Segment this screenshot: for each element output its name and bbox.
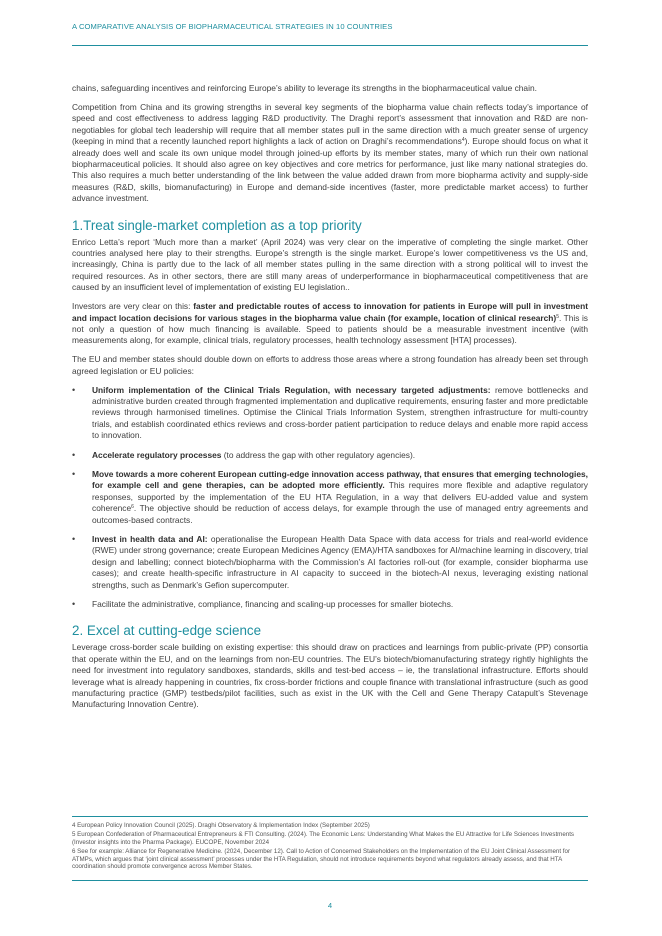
footnote-ref-5[interactable]: 5 (556, 313, 559, 320)
bullet-icon: • (72, 534, 76, 544)
section-heading-cutting-edge-science: 2. Excel at cutting-edge science (72, 623, 262, 639)
running-header-title: A COMPARATIVE ANALYSIS OF BIOPHARMACEUTICAL STRATEGIES IN 10 COUNTRIES (72, 22, 393, 31)
paragraph-text: Competition from China and its growing strengths in several key segments of the biopharma value chain reflects today’s importance of speed and cost effectiveness to address lagging R&D productivity. The Draghi report’s assessment that innovation and R&D are non-negotiables for global tech leadership will require that all member states pull in the same direction with a much greater sense of urgency (keeping in mind that a recently launched report highlights a lack of action on Draghi’s recommendations (72, 101, 588, 147)
footnote-4: 4 European Policy Innovation Council (2025). Draghi Observatory & Implementation Index (September 2025) (72, 822, 370, 829)
footnote-divider (72, 816, 588, 817)
paragraph-text: ). Europe should focus on what it already does well and scale its own unique model through joined-up efforts by its member states, many of which run their own national biopharmaceutical policies. It should also agree on key objectives and core metrics for performance, just like many national strategies do. This also requires a much better understanding of the link between the value added drawn from more biopharma activity and supply-side measures (R&D, skills, biomanufacturing) in Europe and demand-side incentives (faster, more predictable market access) to further advance investment. (72, 136, 588, 204)
paragraph-letta-report: Enrico Letta’s report ‘Much more than a market’ (April 2024) was very clear on the imperative of completing the single market. Other countries analysed here play to their strengths. Europe’s strength is the single market. Europe’s lower competitiveness vs the US and, increasingly, China is partly due to the lack of all member states pulling in the same direction with a strong political will to invest the required resources. As in other sectors, there are still many areas of underperformance in biopharmaceutical competitiveness that are caused by an insufficient level of implementation of existing EU legislation.. (72, 236, 588, 293)
paragraph-bold-text: faster and predictable routes of access to innovation for patients in Europe will pull in investment and impact location decisions for various stages in the biopharma value chain (for example, location of clinical research) (72, 301, 588, 323)
bullet-icon: • (72, 449, 76, 460)
bullet-item-innovation-access (72, 469, 588, 526)
bullet-text: remove bottlenecks and administrative burden created through fragmented implementation and duplicative requirements, ensuring faster and more predictable reviews through harmonised timelines. Optimise the Clinical Trials Information System, strengthen infrastructure for multi-country trials, and establish coordinated ethics reviews and cross-border patient participation to reduce delays and enable more rapid access to innovation. (92, 384, 588, 441)
paragraph-competition-china (72, 102, 588, 205)
page-number: 4 (327, 901, 333, 910)
section-heading-single-market: 1.Treat single-market completion as a top priority (72, 217, 362, 233)
paragraph-cross-border-scale: Leverage cross-border scale building on existing expertise: this should draw on practices and learnings from public-private (PP) consortia that operate within the EU, and on the learnings from non-EU countries. The EU’s biotech/biomanufacturing strategy rightly highlights the need for investment into regulatory sandboxes, standards, skills and test-bed access – ie, the translational infrastructure. Efforts should leverage what is already happening in countries, fix cross-border frictions and couple finance with translational infrastructure (such as good manufacturing practice (GMP) testbeds/pilot facilities, such as exist in the UK with the Cell and Gene Therapy Catapult’s Stevenage Manufacturing Innovation Centre). (72, 642, 588, 710)
paragraph-text: Investors are very clear on this: (72, 301, 194, 312)
paragraph-investors (72, 301, 588, 347)
bullet-item-health-data-ai (72, 534, 588, 591)
main-content (72, 83, 588, 718)
bullet-item-smaller-biotechs (72, 599, 588, 610)
footnote-5: 5 European Confederation of Pharmaceutical Entrepreneurs & FTI Consulting. (2024). The Economic Lens: Understanding What Makes the EU Attractive for Life Sciences Investments (Investor insights into the Pharma Package). EUCOPE, November 2024 (72, 831, 575, 846)
bullet-text: Facilitate the administrative, compliance, financing and scaling-up processes for smaller biotechs. (92, 599, 454, 610)
bullet-bold-text: Uniform implementation of the Clinical Trials Regulation, with necessary targeted adjustments: (92, 384, 491, 395)
header-divider (72, 45, 588, 46)
footer-divider (72, 880, 588, 881)
bullet-item-clinical-trials (72, 385, 588, 442)
priority-bullet-list (72, 385, 588, 611)
bullet-bold-text: Invest in health data and AI: (92, 534, 208, 544)
bullet-icon: • (72, 384, 76, 395)
paragraph-text: . This is not only a question of how much financing is available. Speed to patients should be a measurable investment incentive (with measurements along, for example, clinical trials, regulatory processes, health technology assessment [HTA] processes). (72, 312, 588, 346)
footnote-6: 6 See for example: Alliance for Regenerative Medicine. (2024, December 12). Call to Action of Concerned Stakeholders on the Implementation of the EU Joint Clinical Assessment for ATMPs, which argues that ‘joint clinical assessment’ processes under the HTA Regulation, should not introduce requirements beyond what regulators already assess, and that HTA coordination should promote convergence across Member States. (72, 848, 571, 871)
footnotes (72, 816, 588, 872)
bullet-bold-text: Accelerate regulatory processes (92, 449, 222, 460)
footnote-ref-4[interactable]: 4 (461, 137, 465, 144)
bullet-bold-text: Move towards a more coherent European cutting-edge innovation access pathway, that ensures that emerging technologies, for example cell and gene therapies, can be adopted more efficiently. (92, 468, 588, 491)
bullet-text: (to address the gap with other regulatory agencies). (221, 449, 416, 460)
bullet-item-regulatory (72, 450, 588, 461)
bullet-text: This requires more flexible and adaptive regulatory responses, supported by the implementation of the EU HTA Regulation, in a way that delivers EU-added value and system coherence (92, 480, 588, 514)
bullet-text: operationalise the European Health Data Space with data access for trials and real-world evidence (RWE) under strong governance; create European Medicines Agency (EMA)/HTA sandboxes for AI/machine learning in discovery, trial design and labelling; connect biotech/biopharma with the Commission’s AI factories roll-out (for example, consider biopharma use cases); and create health-specific infrastructure in AI capacity to succeed in the biotech-AI nexus, leveraging existing national strengths, such as Denmark’s Gefion supercomputer. (92, 534, 588, 590)
bullet-text: . The objective should be reduction of access delays, for example through the use of managed entry agreements and outcomes-based contracts. (92, 503, 588, 525)
bullet-icon: • (72, 468, 76, 479)
paragraph-intro-continuation: chains, safeguarding incentives and reinforcing Europe’s ability to leverage its strengths in the biopharmaceutical value chain. (72, 83, 537, 93)
footnote-ref-6[interactable]: 6 (131, 504, 134, 511)
bullet-icon: • (72, 599, 76, 610)
paragraph-double-down: The EU and member states should double down on efforts to address those areas where a strong foundation has already been set through agreed legislation or EU policies: (72, 354, 588, 376)
